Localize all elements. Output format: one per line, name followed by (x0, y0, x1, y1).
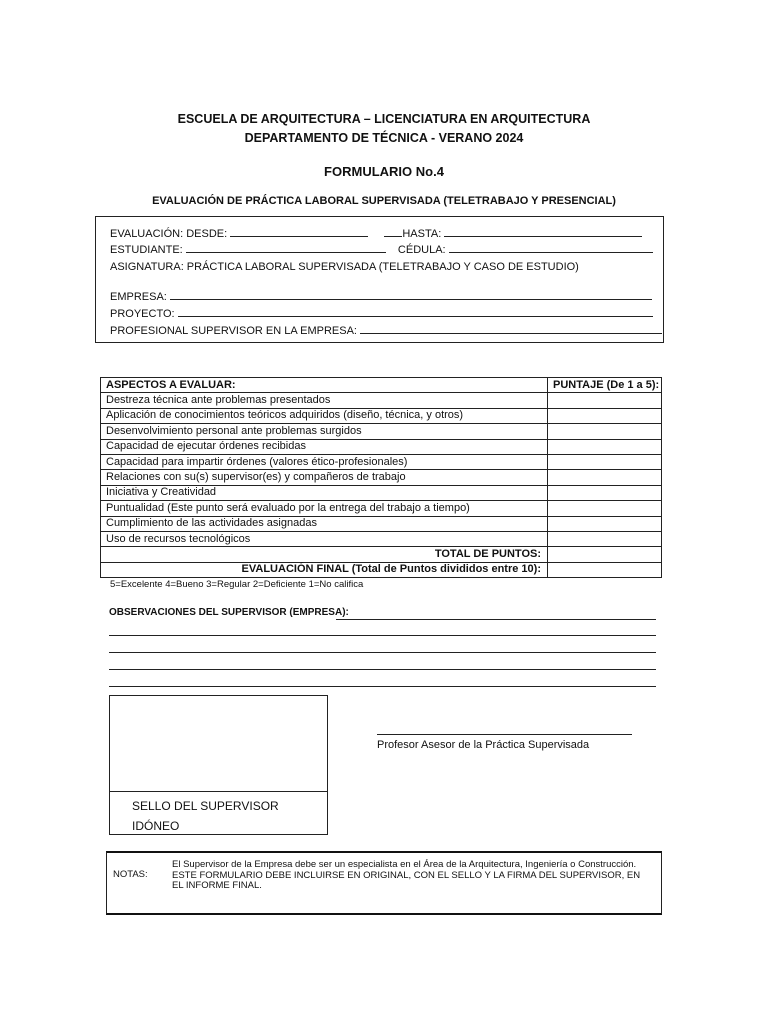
student-field[interactable] (186, 242, 386, 253)
stamp-label-line2: IDÓNEO (132, 819, 180, 833)
student-row (110, 242, 653, 256)
student-info-box (95, 216, 664, 343)
signature-line[interactable] (377, 734, 632, 735)
form-number: FORMULARIO No.4 (324, 164, 444, 179)
observations-line[interactable] (109, 652, 656, 653)
score-cell[interactable] (548, 485, 662, 500)
signature-label: Profesor Asesor de la Práctica Supervisada (377, 739, 590, 751)
score-cell[interactable] (548, 408, 662, 423)
score-cell[interactable] (548, 516, 662, 531)
observations-line[interactable] (109, 669, 656, 670)
table-header-row (101, 378, 662, 393)
notes-label: NOTAS: (113, 869, 148, 880)
aspect-cell: Desenvolvimiento personal ante problemas surgidos (101, 424, 548, 439)
spacer-line (384, 226, 402, 237)
aspect-cell: Capacidad para impartir órdenes (valores ético-profesionales) (101, 454, 548, 469)
aspect-cell: Destreza técnica ante problemas presentados (101, 393, 548, 408)
notes-text-2: ESTE FORMULARIO DEBE INCLUIRSE EN ORIGINAL, CON EL SELLO Y LA FIRMA DEL SUPERVISOR, EN EL INFORME FINAL. (172, 869, 641, 891)
aspect-cell: Puntualidad (Este punto será evaluado por la entrega del trabajo a tiempo) (101, 501, 548, 516)
observations-line[interactable] (109, 686, 656, 687)
table-row (101, 516, 662, 531)
supervisor-stamp-box (109, 695, 328, 835)
aspects-header: ASPECTOS A EVALUAR: (101, 378, 548, 393)
form-subtitle: EVALUACIÓN DE PRÁCTICA LABORAL SUPERVISADA (TELETRABAJO Y PRESENCIAL) (152, 195, 616, 207)
evaluation-to-field[interactable] (444, 226, 642, 237)
aspect-cell: Aplicación de conocimientos teóricos adquiridos (diseño, técnica, y otros) (101, 408, 548, 423)
total-score-cell[interactable] (548, 547, 662, 562)
table-row (101, 501, 662, 516)
stamp-label-line1: SELLO DEL SUPERVISOR (132, 799, 279, 813)
score-cell[interactable] (548, 439, 662, 454)
stamp-divider (110, 791, 327, 792)
aspect-cell: Relaciones con su(s) supervisor(es) y compañeros de trabajo (101, 470, 548, 485)
supervisor-field[interactable] (360, 323, 662, 334)
observations-line[interactable] (109, 635, 656, 636)
project-field[interactable] (178, 306, 653, 317)
company-label: EMPRESA: (110, 291, 167, 303)
evaluation-from-label: EVALUACIÓN: DESDE: (110, 228, 228, 240)
notes-text (172, 860, 652, 892)
final-label: EVALUACIÓN FINAL (Total de Puntos divididos entre 10): (101, 562, 548, 577)
stamp-label (132, 796, 279, 836)
score-cell[interactable] (548, 470, 662, 485)
table-row (101, 531, 662, 546)
score-cell[interactable] (548, 424, 662, 439)
table-row (101, 393, 662, 408)
table-row (101, 439, 662, 454)
evaluation-period-row (110, 226, 642, 240)
final-row (101, 562, 662, 577)
table-row (101, 470, 662, 485)
notes-box (106, 851, 662, 915)
aspect-cell: Iniciativa y Creatividad (101, 485, 548, 500)
score-cell[interactable] (548, 454, 662, 469)
table-row (101, 485, 662, 500)
score-scale-legend: 5=Excelente 4=Bueno 3=Regular 2=Deficiente 1=No califica (110, 579, 364, 590)
project-row (110, 306, 653, 320)
project-label: PROYECTO: (110, 308, 175, 320)
score-cell[interactable] (548, 393, 662, 408)
department-title: DEPARTAMENTO DE TÉCNICA - VERANO 2024 (244, 131, 524, 145)
table-row (101, 408, 662, 423)
supervisor-row (110, 323, 662, 337)
score-cell[interactable] (548, 501, 662, 516)
company-row (110, 289, 652, 303)
subject-text: ASIGNATURA: PRÁCTICA LABORAL SUPERVISADA (TELETRABAJO Y CASO DE ESTUDIO) (110, 261, 579, 273)
observations-label: OBSERVACIONES DEL SUPERVISOR (EMPRESA): (109, 607, 349, 618)
supervisor-label: PROFESIONAL SUPERVISOR EN LA EMPRESA: (110, 325, 357, 337)
evaluation-table (100, 377, 662, 578)
evaluation-to-label: HASTA: (402, 228, 442, 240)
aspect-cell: Uso de recursos tecnológicos (101, 531, 548, 546)
table-row (101, 454, 662, 469)
company-field[interactable] (170, 289, 652, 300)
total-label: TOTAL DE PUNTOS: (101, 547, 548, 562)
total-row (101, 547, 662, 562)
notes-text-1: El Supervisor de la Empresa debe ser un especialista en el Área de la Arquitectura, Ingeniería o Construcción. (172, 859, 637, 870)
final-score-cell[interactable] (548, 562, 662, 577)
student-label: ESTUDIANTE: (110, 244, 183, 256)
school-title: ESCUELA DE ARQUITECTURA – LICENCIATURA EN ARQUITECTURA (177, 112, 591, 126)
observations-line[interactable] (336, 619, 656, 620)
score-cell[interactable] (548, 531, 662, 546)
id-label: CÉDULA: (397, 244, 446, 256)
id-field[interactable] (449, 242, 653, 253)
aspect-cell: Capacidad de ejecutar órdenes recibidas (101, 439, 548, 454)
score-header: PUNTAJE (De 1 a 5): (548, 378, 662, 393)
table-row (101, 424, 662, 439)
evaluation-from-field[interactable] (230, 226, 368, 237)
aspect-cell: Cumplimiento de las actividades asignadas (101, 516, 548, 531)
